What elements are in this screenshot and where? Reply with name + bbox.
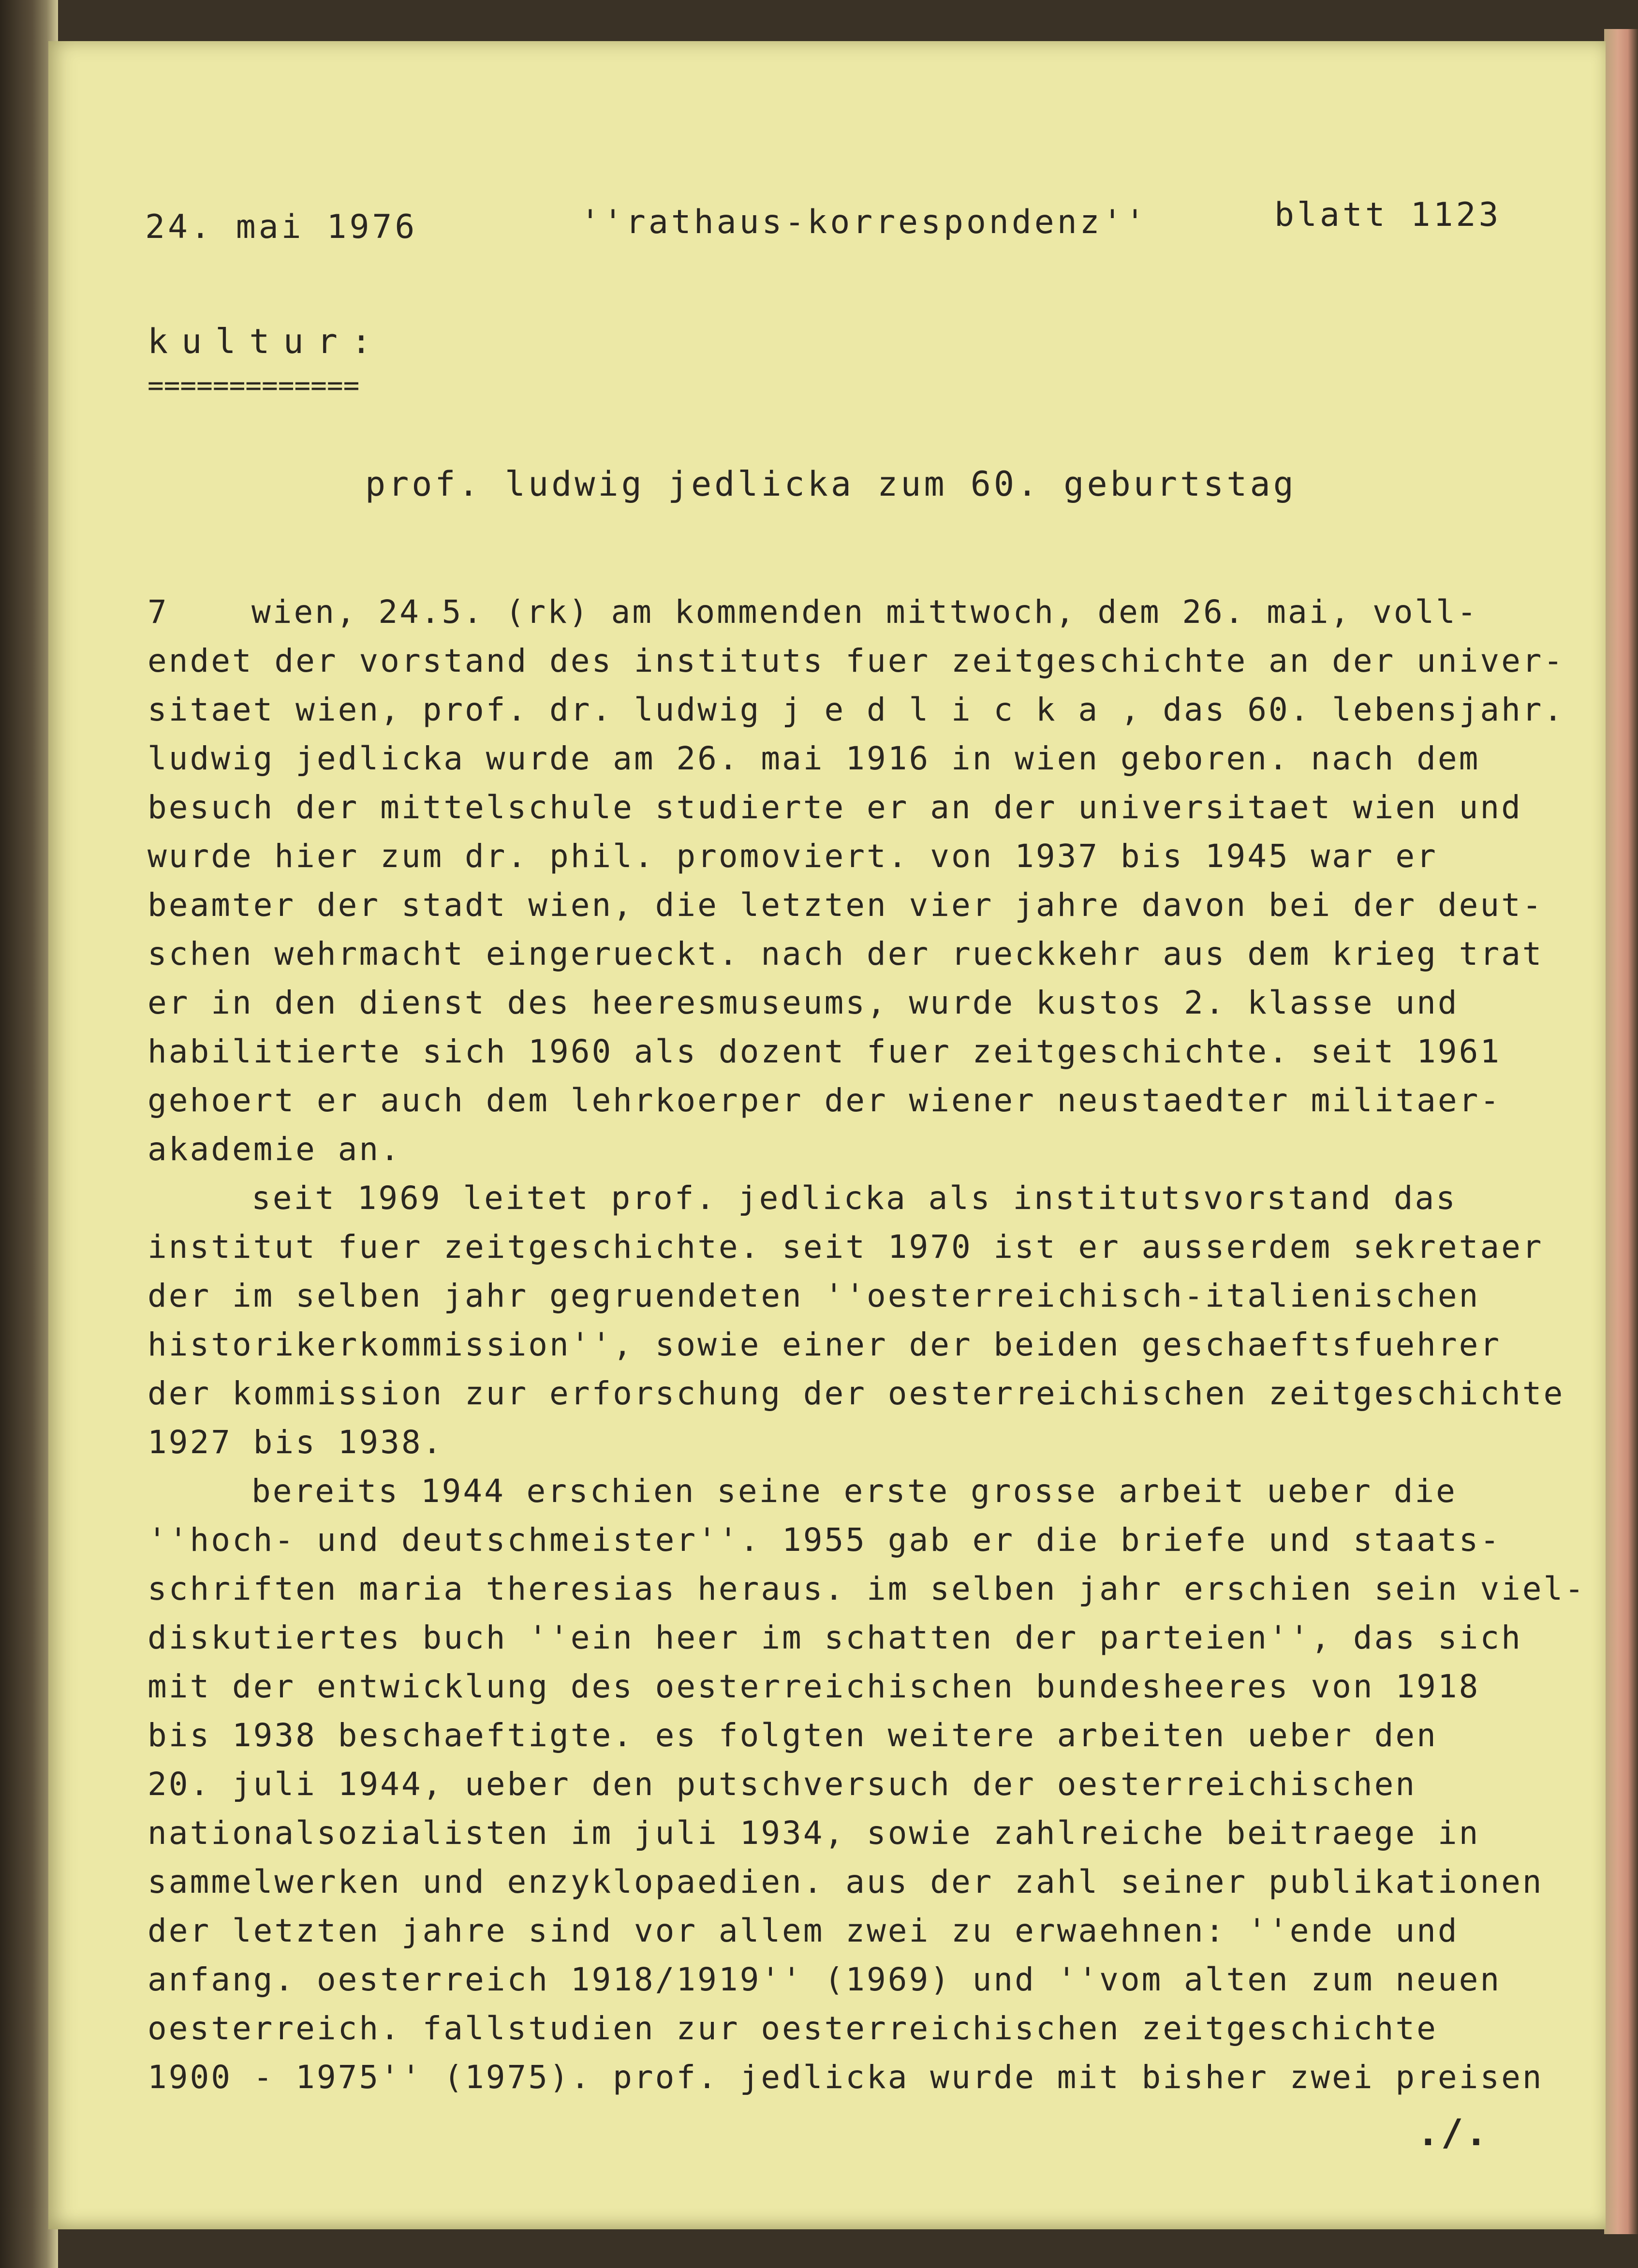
text-line: beamter der stadt wien, die letzten vier jahre davon bei der deut- xyxy=(148,886,1544,924)
text-line: 7 wien, 24.5. (rk) am kommenden mittwoch, dem 26. mai, voll- xyxy=(148,588,1550,636)
text-line: gehoert er auch dem lehrkoerper der wiener neustaedter militaer- xyxy=(148,1082,1502,1119)
text-line: sitaet wien, prof. dr. ludwig j e d l i c k a , das 60. lebensjahr. xyxy=(148,691,1565,728)
text-line: ludwig jedlicka wurde am 26. mai 1916 in wien geboren. nach dem xyxy=(148,740,1480,777)
text-line: ''hoch- und deutschmeister''. 1955 gab er die briefe und staats- xyxy=(148,1521,1502,1559)
text-line: er in den dienst des heeresmuseums, wurde kustos 2. klasse und xyxy=(148,984,1459,1021)
header-sheet-number: blatt 1123 xyxy=(1274,196,1502,234)
text-line: seit 1969 leitet prof. jedlicka als institutsvorstand das xyxy=(251,1179,1457,1217)
section-label: kultur: xyxy=(148,322,385,361)
page-edge xyxy=(1604,29,1638,2234)
article-number: 7 xyxy=(148,593,169,631)
continuation-mark: ./. xyxy=(1417,2111,1490,2154)
text-line: bereits 1944 erschien seine erste grosse arbeit ueber die xyxy=(251,1473,1457,1510)
text-line: habilitierte sich 1960 als dozent fuer zeitgeschichte. seit 1961 xyxy=(148,1033,1502,1070)
text-line: wurde hier zum dr. phil. promoviert. von 1937 bis 1945 war er xyxy=(148,838,1438,875)
section-underline: ============= xyxy=(148,370,360,401)
text-line: der im selben jahr gegruendeten ''oesterreichisch-italienischen xyxy=(148,1277,1480,1314)
text-line: nationalsozialisten im juli 1934, sowie zahlreiche beitraege in xyxy=(148,1814,1480,1852)
text-line: 1900 - 1975'' (1975). prof. jedlicka wurde mit bisher zwei preisen xyxy=(148,2059,1544,2096)
text-line: bis 1938 beschaeftigte. es folgten weitere arbeiten ueber den xyxy=(148,1717,1438,1754)
text-line: anfang. oesterreich 1918/1919'' (1969) und ''vom alten zum neuen xyxy=(148,1961,1502,1998)
text-line: schen wehrmacht eingerueckt. nach der rueckkehr aus dem krieg trat xyxy=(148,935,1544,972)
text-line: der kommission zur erforschung der oesterreichischen zeitgeschichte xyxy=(148,1375,1565,1412)
text-line: historikerkommission'', sowie einer der beiden geschaeftsfuehrer xyxy=(148,1326,1502,1363)
text-line: der letzten jahre sind vor allem zwei zu erwaehnen: ''ende und xyxy=(148,1912,1459,1949)
article-body xyxy=(148,588,1586,2102)
text-line: 1927 bis 1938. xyxy=(148,1424,444,1461)
text-line: endet der vorstand des instituts fuer zeitgeschichte an der univer- xyxy=(148,642,1565,679)
text-line: institut fuer zeitgeschichte. seit 1970 ist er ausserdem sekretaer xyxy=(148,1228,1544,1266)
text-line: mit der entwicklung des oesterreichischen bundesheeres von 1918 xyxy=(148,1668,1480,1705)
text-line: besuch der mittelschule studierte er an der universitaet wien und xyxy=(148,789,1522,826)
text-line: schriften maria theresias heraus. im selben jahr erschien sein viel- xyxy=(148,1570,1586,1607)
text-line: akademie an. xyxy=(148,1131,401,1168)
document-page xyxy=(48,41,1606,2229)
text-line: diskutiertes buch ''ein heer im schatten der parteien'', das sich xyxy=(148,1619,1522,1656)
text-line: 20. juli 1944, ueber den putschversuch der oesterreichischen xyxy=(148,1766,1417,1803)
header-publication: ''rathaus-korrespondenz'' xyxy=(580,203,1148,241)
text-line: oesterreich. fallstudien zur oesterreichischen zeitgeschichte xyxy=(148,2010,1438,2047)
header-date: 24. mai 1976 xyxy=(145,208,418,246)
article-headline: prof. ludwig jedlicka zum 60. geburtstag xyxy=(365,464,1297,504)
text-line: sammelwerken und enzyklopaedien. aus der zahl seiner publikationen xyxy=(148,1863,1544,1900)
